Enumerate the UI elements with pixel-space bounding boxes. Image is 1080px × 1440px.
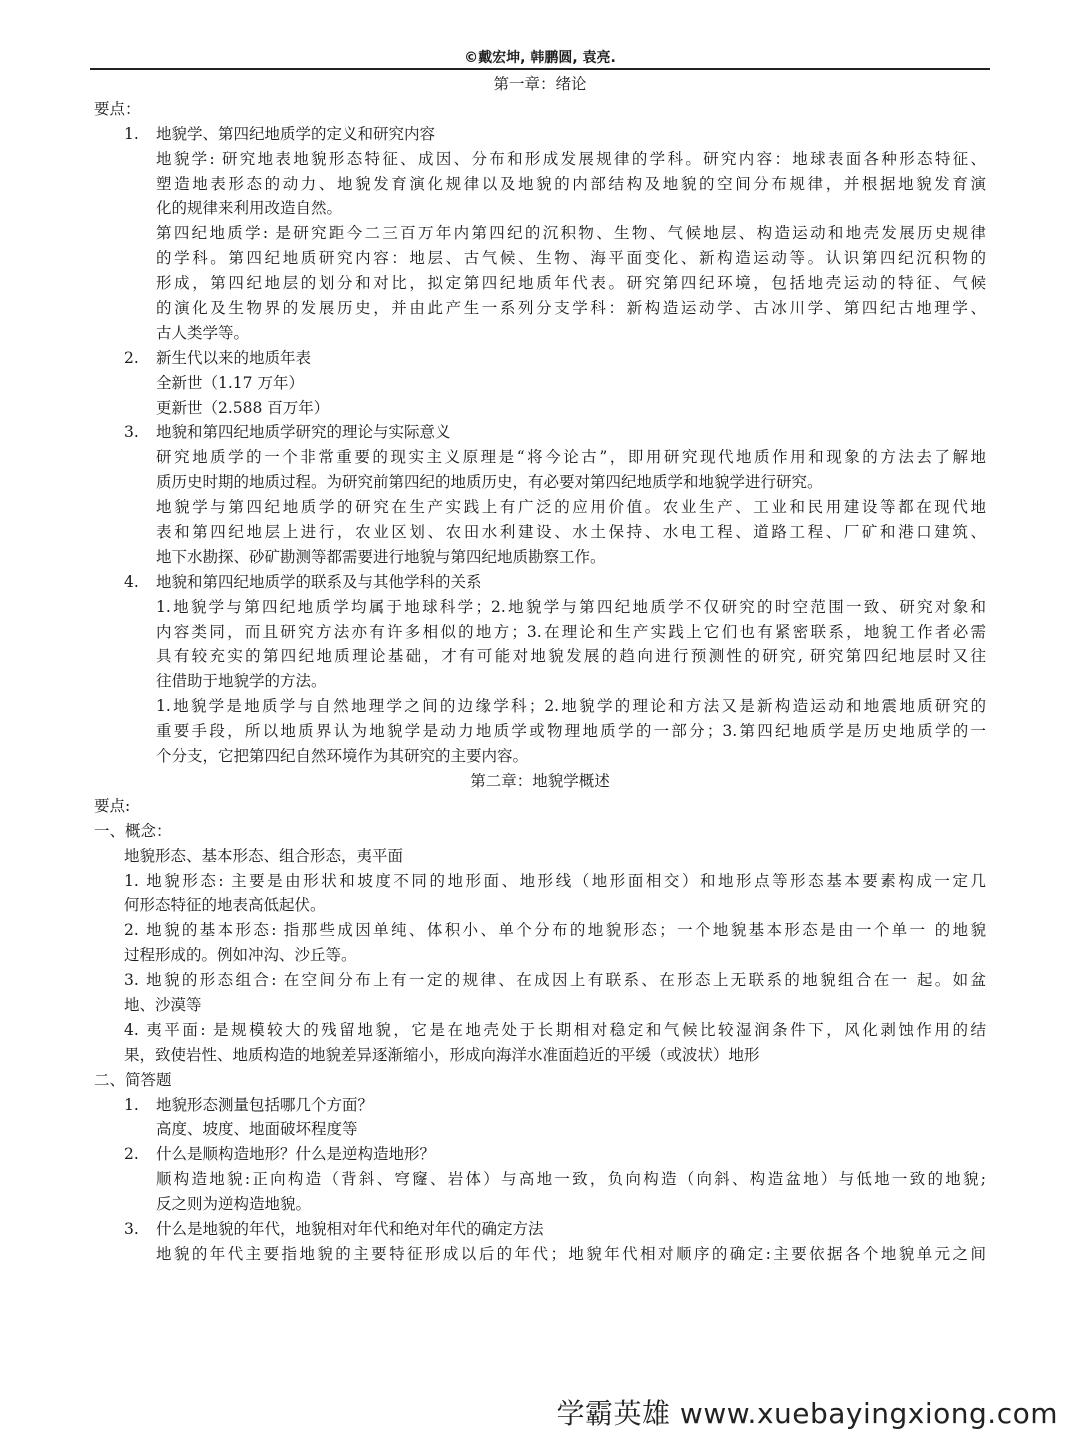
qa-question-1: 1. 地貌形态测量包括哪几个方面？ (94, 1093, 986, 1118)
text-line: 顺构造地貌:正向构造（背斜、穹窿、岩体）与高地一致，负向构造（向斜、构造盆地）与低地一致的地貌; (156, 1170, 986, 1189)
item-number: 2. (124, 348, 139, 367)
ch1-item-2-heading: 2. 新生代以来的地质年表 (94, 346, 986, 371)
item-number: 3. (124, 423, 139, 442)
text-line: 2. 地貌的基本形态: 指那些成因单纯、体积小、单个分布的地貌形态；一个地貌基本形态是由一个单一 的地貌 (124, 921, 986, 940)
text-line: 表和第四纪地层上进行，农业区划、农田水利建设、水土保持、水电工程、道路工程、厂矿和港口建筑、 (156, 523, 986, 542)
text-line: 往借助于地貌学的方法。 (156, 672, 327, 691)
chapter1-title: 第一章：绪论 (493, 75, 587, 93)
text-line: 质历史时期的地质过程。为研究前第四纪的地质历史，有必要对第四纪地质学和地貌学进行研究。 (156, 473, 823, 492)
text-line: 果，致使岩性、地质构造的地貌差异逐渐缩小，形成向海洋水准面趋近的平缓（或波状）地形 (124, 1045, 760, 1064)
text-line: 重要手段，所以地质界认为地貌学是动力地质学或物理地质学的一部分；3.第四纪地质学是历史地质学的一 (156, 722, 986, 741)
item-number: 1. (124, 1095, 139, 1114)
copyright-header: ©戴宏坤, 韩鹏圆, 袁亮. (464, 50, 616, 66)
text-line: 具有较充实的第四纪地质理论基础，才有可能对地貌发展的趋向进行预测性的研究, 研究第四纪地层时又往 (156, 647, 986, 666)
text-line: 何形态特征的地表高低起伏。 (124, 896, 326, 915)
text-line: 4. 夷平面: 是规模较大的残留地貌，它是在地壳处于长期相对稳定和气候比较湿润条件下，风化剥蚀作用的结 (124, 1020, 986, 1039)
text-line: 1.地貌学是地质学与自然地理学之间的边缘学科；2.地貌学的理论和方法又是新构造运动和地震地质研究的 (156, 697, 986, 716)
qa-question-3: 3. 什么是地貌的年代，地貌相对年代和绝对年代的确定方法 (94, 1217, 986, 1242)
watermark: 学霸英雄 www.xuebayingxiong.com (556, 1397, 1058, 1430)
qa-question-2: 2. 什么是顺构造地形？什么是逆构造地形？ (94, 1142, 986, 1167)
text-line: 的学科。第四纪地质研究内容：地层、古气候、生物、海平面变化、新构造运动等。认识第四纪沉积物的 (156, 249, 986, 268)
ch1-item-4-heading: 4. 地貌和第四纪地质学的联系及与其他学科的关系 (94, 570, 986, 595)
item-number: 3. (124, 1219, 139, 1238)
ch1-item-3-heading: 3. 地貌和第四纪地质学研究的理论与实际意义 (94, 420, 986, 445)
text-line: 过程形成的。例如冲沟、沙丘等。 (124, 946, 357, 965)
chapter2-title: 第二章：地貌学概述 (470, 771, 610, 790)
text-line: 1. 地貌形态: 主要是由形状和坡度不同的地形面、地形线（地形面相交）和地形点等形态基本要素构成一定几 (124, 871, 986, 890)
chapter2-keypoints: 要点: (94, 796, 131, 815)
text-line: 塑造地表形态的动力、地貌发育演化规律以及地貌的内部结构及地貌的空间分布规律，并根据地貌发育演 (156, 174, 986, 193)
item-number: 2. (124, 1145, 139, 1164)
text-line: 古人类学等。 (156, 323, 250, 342)
ch1-item-1-heading: 1. 地貌学、第四纪地质学的定义和研究内容 (94, 122, 986, 147)
text-line: 地、沙漠等 (124, 995, 202, 1014)
document-body (94, 72, 986, 1267)
text-line: 形成，第四纪地层的划分和对比，拟定第四纪地质年代表。研究第四纪环境，包括地壳运动的特征、气候 (156, 274, 986, 293)
section1-summary: 地貌形态、基本形态、组合形态，夷平面 (124, 846, 404, 865)
text-line: 内容类同，而且研究方法亦有许多相似的地方；3.在理论和生产实践上它们也有紧密联系，地貌工作者必需 (156, 622, 986, 641)
chapter1-keypoints: 要点： (94, 99, 141, 118)
section2-heading: 二、简答题 (94, 1070, 172, 1089)
text-line: 的演化及生物界的发展历史，并由此产生一系列分支学科：新构造运动学、古冰川学、第四纪古地理学、 (156, 299, 986, 318)
text-line: 地貌的年代主要指地貌的主要特征形成以后的年代；地貌年代相对顺序的确定:主要依据各个地貌单元之间 (156, 1244, 986, 1263)
text-line: 地貌学: 研究地表地貌形态特征、成因、分布和形成发展规律的学科。研究内容：地球表面各种形态特征、 (156, 149, 986, 168)
text-line: 地貌学与第四纪地质学的研究在生产实践上有广泛的应用价值。农业生产、工业和民用建设等都在现代地 (156, 498, 986, 517)
text-line: 化的规律来利用改造自然。 (156, 199, 343, 218)
text-line: 更新世（2.588 百万年） (156, 398, 330, 417)
text-line: 个分支，它把第四纪自然环境作为其研究的主要内容。 (156, 747, 529, 766)
text-line: 地下水勘探、砂矿勘测等都需要进行地貌与第四纪地质勘察工作。 (156, 547, 606, 566)
text-line: 3. 地貌的形态组合: 在空间分布上有一定的规律、在成因上有联系、在形态上无联系的地貌组合在一 起。如盆 (124, 971, 986, 990)
item-number: 1. (124, 124, 139, 143)
text-line: 反之则为逆构造地貌。 (156, 1195, 312, 1214)
header-rule (90, 68, 990, 70)
text-line: 全新世（1.17 万年） (156, 373, 304, 392)
text-line: 高度、坡度、地面破坏程度等 (156, 1120, 358, 1139)
item-number: 4. (124, 572, 139, 591)
text-line: 第四纪地质学: 是研究距今二三百万年内第四纪的沉积物、生物、气候地层、构造运动和地壳发展历史规律 (156, 224, 986, 243)
section1-heading: 一、概念： (94, 821, 172, 840)
text-line: 1.地貌学与第四纪地质学均属于地球科学；2.地貌学与第四纪地质学不仅研究的时空范围一致、研究对象和 (156, 597, 986, 616)
text-line: 研究地质学的一个非常重要的现实主义原理是“将今论古”，即用研究现代地质作用和现象的方法去了解地 (156, 448, 986, 467)
